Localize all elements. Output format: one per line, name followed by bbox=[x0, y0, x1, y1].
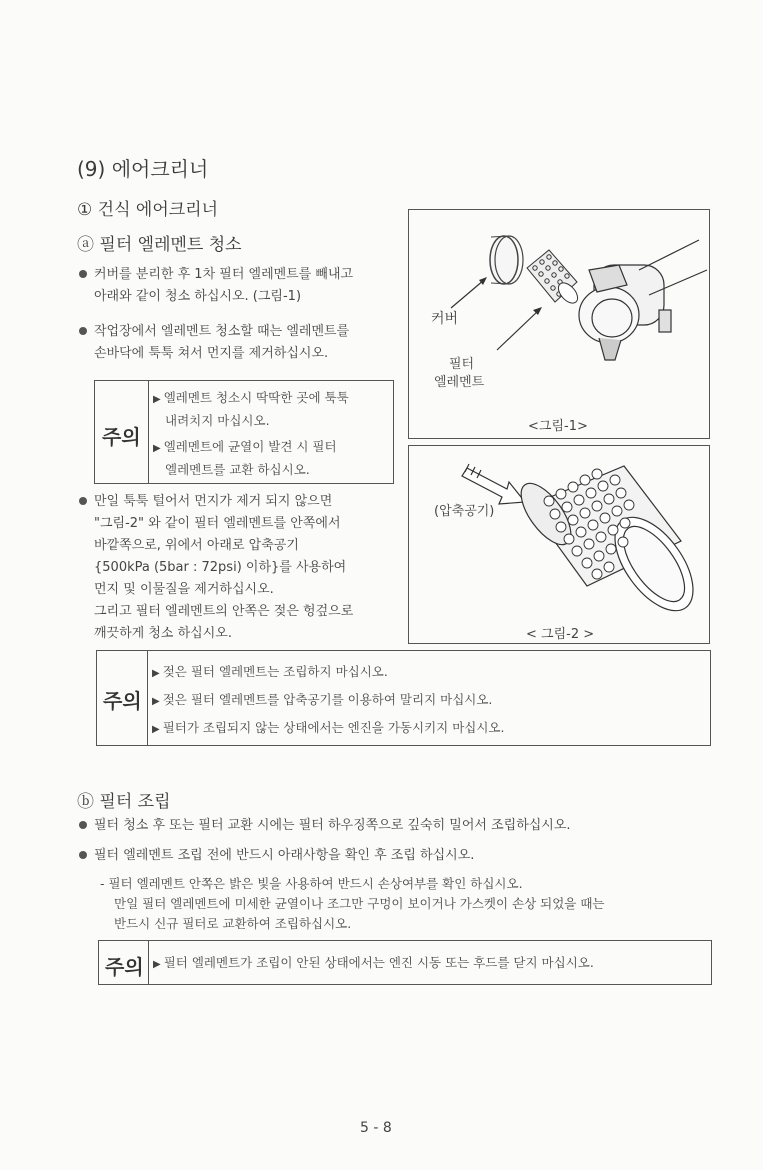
warning-label: 주의 bbox=[102, 425, 141, 449]
bullet-item: 작업장에서 엘레멘트 청소할 때는 엘레멘트를 손바닥에 툭툭 쳐서 먼지를 제거하십시오. bbox=[79, 321, 409, 365]
dash-line: - 필터 엘레멘트 안쪽은 밝은 빛을 사용하여 반드시 손상여부를 확인 하십시오. bbox=[100, 876, 523, 891]
bullet-dot-icon bbox=[79, 821, 87, 829]
triangle-icon: ▶ bbox=[152, 696, 160, 707]
warning-box-1 bbox=[94, 380, 394, 484]
warning-label: 주의 bbox=[105, 955, 144, 979]
bullet-item: 커버를 분리한 후 1차 필터 엘레멘트를 빼내고 아래와 같이 청소 하십시오. (그림-1) bbox=[79, 264, 409, 308]
subsection-title: ① 건식 에어크리너 bbox=[77, 200, 219, 220]
page-number: 5 - 8 bbox=[360, 1120, 392, 1136]
bullet-dot-icon bbox=[79, 327, 87, 335]
warning-text: ▶ 필터가 조립되지 않는 상태에서는 엔진을 가동시키지 마십시오. bbox=[152, 720, 505, 735]
figure-2-caption: < 그림-2 > bbox=[526, 627, 595, 642]
warning-text: ▶ 필터 엘레멘트가 조립이 안된 상태에서는 엔진 시동 또는 후드를 닫지 마십시오. bbox=[153, 955, 594, 970]
figure-1 bbox=[408, 209, 710, 439]
triangle-icon: ▶ bbox=[153, 394, 161, 405]
dash-line: 반드시 신규 필터로 교환하여 조립하십시오. bbox=[114, 916, 352, 931]
label-element: 엘레멘트 bbox=[434, 375, 485, 390]
warning-text: ▶ 엘레멘트 청소시 딱딱한 곳에 툭툭 내려치지 마십시오. bbox=[153, 390, 349, 428]
warning-box-2 bbox=[96, 650, 711, 746]
triangle-icon: ▶ bbox=[152, 668, 160, 679]
bullet-item: 필터 엘레멘트 조립 전에 반드시 아래사항을 확인 후 조립 하십시오. bbox=[79, 845, 474, 867]
warning-label: 주의 bbox=[103, 689, 142, 713]
warning-text: ▶ 젖은 필터 엘레멘트는 조립하지 마십시오. bbox=[152, 664, 388, 679]
warning-box-3 bbox=[98, 940, 712, 985]
bullet-dot-icon bbox=[79, 497, 87, 505]
bullet-dot-icon bbox=[79, 851, 87, 859]
triangle-icon: ▶ bbox=[152, 724, 160, 735]
warning-text: ▶ 젖은 필터 엘레멘트를 압축공기를 이용하여 말리지 마십시오. bbox=[152, 692, 493, 707]
part-b-title: ⓑ 필터 조립 bbox=[77, 792, 171, 812]
warning-text: ▶ 엘레멘트에 균열이 발견 시 필터 엘레멘트를 교환 하십시오. bbox=[153, 439, 337, 477]
figure-2 bbox=[408, 445, 710, 644]
label-compressed-air: (압축공기) bbox=[434, 504, 495, 519]
dash-line: 만일 필터 엘레멘트에 미세한 균열이나 조그만 구멍이 보이거나 가스켓이 손상 되었을 때는 bbox=[114, 896, 605, 911]
figure-1-caption: <그림-1> bbox=[528, 419, 588, 434]
triangle-icon: ▶ bbox=[153, 959, 161, 970]
section-title: (9) 에어크리너 bbox=[77, 157, 209, 181]
triangle-icon: ▶ bbox=[153, 443, 161, 454]
filter-element-compressed-air-illustration bbox=[409, 446, 709, 643]
part-a-title: ⓐ 필터 엘레멘트 청소 bbox=[77, 235, 242, 255]
bullet-item: 필터 청소 후 또는 필터 교환 시에는 필터 하우징쪽으로 깊숙히 밀어서 조립하십시오. bbox=[79, 815, 571, 837]
label-cover: 커버 bbox=[431, 311, 459, 327]
bullet-dot-icon bbox=[79, 270, 87, 278]
label-filter: 필터 bbox=[449, 357, 475, 372]
bullet-item: 만일 툭툭 털어서 먼지가 제거 되지 않으면 "그림-2" 와 같이 필터 엘레멘트를 안쪽에서 바깥쪽으로, 위에서 아래로 압축공기 {500kPa (5bar : 72psi) 이하}를 사용하여 먼지 및 이물질을 제거하십시오. 그리고 필터 엘레멘트의 안쪽은 젖은 헝겊으로 깨끗하게 청소 하십시오. bbox=[79, 491, 409, 645]
